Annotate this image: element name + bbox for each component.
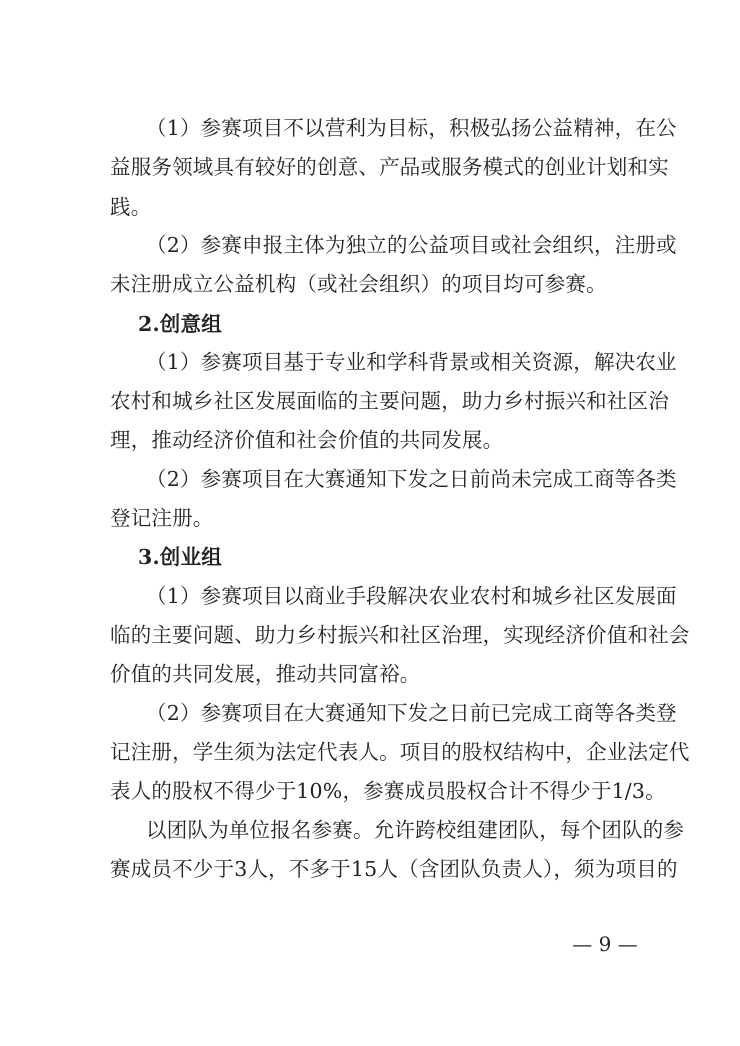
page-number: — 9 — (572, 932, 638, 956)
paragraph-line: （1）参赛项目以商业手段解决农业农村和城乡社区发展面 (146, 584, 677, 608)
paragraph-line: 未注册成立公益机构（或社会组织）的项目均可参赛。 (110, 272, 607, 296)
paragraph-line: （2）参赛项目在大赛通知下发之日前已完成工商等各类登 (146, 701, 677, 725)
paragraph-line: 践。 (110, 195, 152, 219)
paragraph-line: （1）参赛项目不以营利为目标，积极弘扬公益精神，在公 (146, 116, 677, 140)
paragraph-line: 记注册，学生须为法定代表人。项目的股权结构中，企业法定代 (110, 740, 690, 764)
paragraph-line: （2）参赛申报主体为独立的公益项目或社会组织，注册或 (146, 233, 677, 257)
section-heading: 2.创意组 (138, 312, 222, 336)
paragraph-line: 表人的股权不得少于10%，参赛成员股权合计不得少于1/3。 (110, 779, 666, 803)
paragraph-line: 益服务领域具有较好的创意、产品或服务模式的创业计划和实 (110, 155, 669, 179)
paragraph-line: （2）参赛项目在大赛通知下发之日前尚未完成工商等各类 (146, 467, 677, 491)
paragraph-line: 理，推动经济价值和社会价值的共同发展。 (110, 428, 504, 452)
paragraph-line: 价值的共同发展，推动共同富裕。 (110, 662, 421, 686)
paragraph-line: 农村和城乡社区发展面临的主要问题，助力乡村振兴和社区治 (110, 389, 669, 413)
paragraph-line: 临的主要问题、助力乡村振兴和社区治理，实现经济价值和社会 (110, 623, 690, 647)
paragraph-line: （1）参赛项目基于专业和学科背景或相关资源，解决农业 (146, 350, 677, 374)
paragraph-line: 赛成员不少于3人，不多于15人（含团队负责人），须为项目的 (110, 857, 678, 881)
section-heading: 3.创业组 (138, 545, 222, 569)
paragraph-line: 以团队为单位报名参赛。允许跨校组建团队，每个团队的参 (146, 818, 685, 842)
paragraph-line: 登记注册。 (110, 506, 214, 530)
